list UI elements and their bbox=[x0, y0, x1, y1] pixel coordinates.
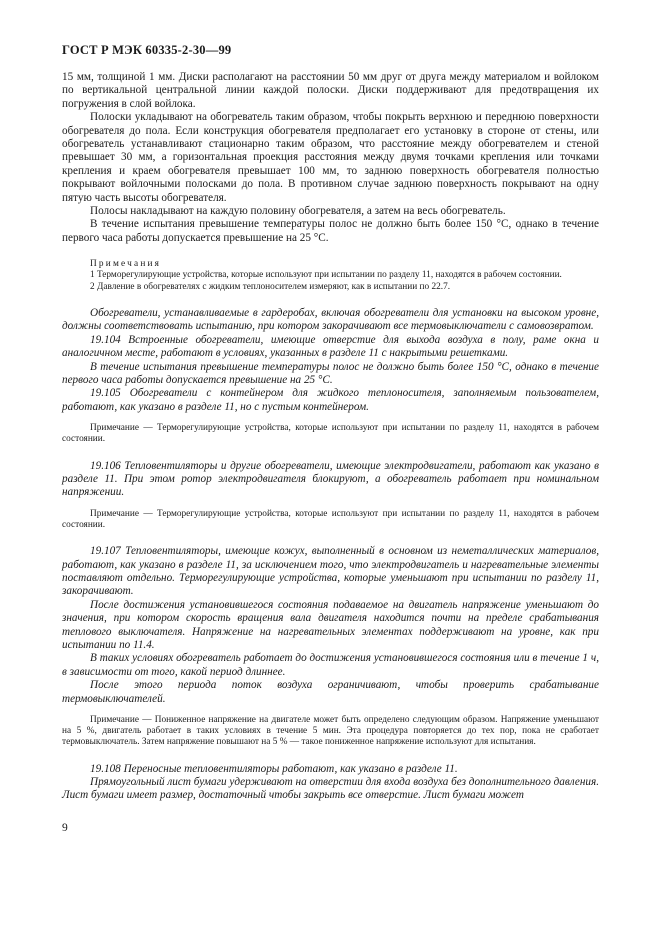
note-item: 2 Давление в обогревателях с жидким теплоносителем измеряют, как в испытании по 22.7. bbox=[90, 281, 451, 292]
page-header: ГОСТ Р МЭК 60335-2-30—99 bbox=[62, 43, 232, 57]
paragraph: После этого периода поток воздуха ограничивают, чтобы проверить срабатывание термовыключателей. bbox=[62, 679, 599, 705]
paragraph: После достижения установившегося состояния подаваемое на двигатель напряжение уменьшают до значения, при котором скорость вращения вала двигателя находится почти на пределе срабатывания теплового выключателя. Напряжение на нагревательных элементах поддерживают на уровне, как при испытании по 11.4. bbox=[62, 598, 599, 652]
clause-19-107: 19.107 Тепловентиляторы, имеющие кожух, выполненный в основном из неметаллических материалов, работают, как указано в разделе 11, за исключением того, что электродвигатель и нагревательные элементы поставляют отдельно. Терморегулирующие устройства, которые уменьшают при испытании по разделу 11, закорачивают. bbox=[62, 545, 599, 598]
notes-block bbox=[62, 259, 599, 293]
paragraph: Обогреватели, устанавливаемые в гардеробах, включая обогреватели для установки на высоком уровне, должны соответствовать испытанию, при котором закорачивают все термовыключатели с самовозвратом. bbox=[62, 306, 599, 333]
note-item: Примечание — Пониженное напряжение на двигателе может быть определено следующим образом. Напряжение уменьшают на 5 %, двигатель работает в таких условиях в течение 5 мин. Эта процедура повторяется до тех пор, пока не сработает термовыключатель. Затем напряжение повышают на 5 % — такое пониженное напряжение используют для испытания. bbox=[62, 715, 599, 748]
note-item: Примечание — Терморегулирующие устройства, которые используют при испытании по разделу 11, находятся в рабочем состоянии. bbox=[62, 508, 599, 530]
paragraph: В таких условиях обогреватель работает до достижения установившегося состояния или в течение 1 ч, в зависимости от того, какой период длиннее. bbox=[62, 652, 599, 678]
clause-19-106: 19.106 Тепловентиляторы и другие обогреватели, имеющие электродвигатели, работают как указано в разделе 11. При этом ротор электродвигателя блокируют, а обогреватель работает при номинальном напряжении. bbox=[62, 459, 599, 499]
paragraph: 15 мм, толщиной 1 мм. Диски располагают на расстоянии 50 мм друг от друга между материалом и войлоком по вертикальной центральной линии каждой полоски. Диски поддерживают для предотвращения их погружения в слой войлока. bbox=[62, 71, 599, 110]
notes-heading: Примечания bbox=[90, 259, 162, 270]
paragraph: В течение испытания превышение температуры полос не должно быть более 150 °С, однако в течение первого часа работы допускается превышение на 25 °С. bbox=[62, 360, 599, 386]
paragraph: В течение испытания превышение температуры полос не должно быть более 150 °С, однако в течение первого часа работы допускается превышение на 25 °С. bbox=[62, 218, 599, 244]
page-number: 9 bbox=[62, 822, 68, 834]
paragraph: Полоски укладывают на обогреватель таким образом, чтобы покрыть верхнюю и переднюю поверхности обогревателя до пола. Если конструкция обогревателя предполагает его установку в стороне от стены, или обогреватель устанавливают стационарно таким образом, что расстояние между обогревателем и стеной превышает 30 мм, а горизонтальная проекция расстояния между двумя точками крепления или точками крепления и краем обогревателя превышает 100 мм, то заднюю поверхность обогревателя полностью покрывают войлочными полосками до пола. В противном случае заднюю поверхность покрывают на одну пятую часть высоты обогревателя. bbox=[62, 111, 599, 204]
paragraph: Прямоугольный лист бумаги удерживают на отверстии для входа воздуха без дополнительного давления. Лист бумаги имеет размер, достаточный чтобы закрыть все отверстие. Лист бумаги может bbox=[62, 776, 599, 802]
clause-19-105: 19.105 Обогреватели с контейнером для жидкого теплоносителя, заполняемым пользователем, работают, как указано в разделе 11, но с пустым контейнером. bbox=[62, 387, 599, 413]
clause-19-108: 19.108 Переносные тепловентиляторы работают, как указано в разделе 11. bbox=[90, 762, 458, 775]
note-block bbox=[62, 423, 599, 445]
paragraph: Полосы накладывают на каждую половину обогревателя, а затем на весь обогреватель. bbox=[90, 205, 506, 218]
note-block bbox=[62, 715, 599, 749]
note-item: Примечание — Терморегулирующие устройства, которые используют при испытании по разделу 11, находятся в рабочем состоянии. bbox=[62, 423, 599, 445]
note-block bbox=[62, 509, 599, 531]
page-body bbox=[62, 71, 599, 803]
clause-19-104: 19.104 Встроенные обогреватели, имеющие отверстие для выхода воздуха в полу, раме окна и аналогичном месте, работают в условиях, указанных в разделе 11 с накрытыми решетками. bbox=[62, 333, 599, 360]
note-item: 1 Терморегулирующие устройства, которые используют при испытании по разделу 11, находятся в рабочем состоянии. bbox=[90, 270, 562, 281]
